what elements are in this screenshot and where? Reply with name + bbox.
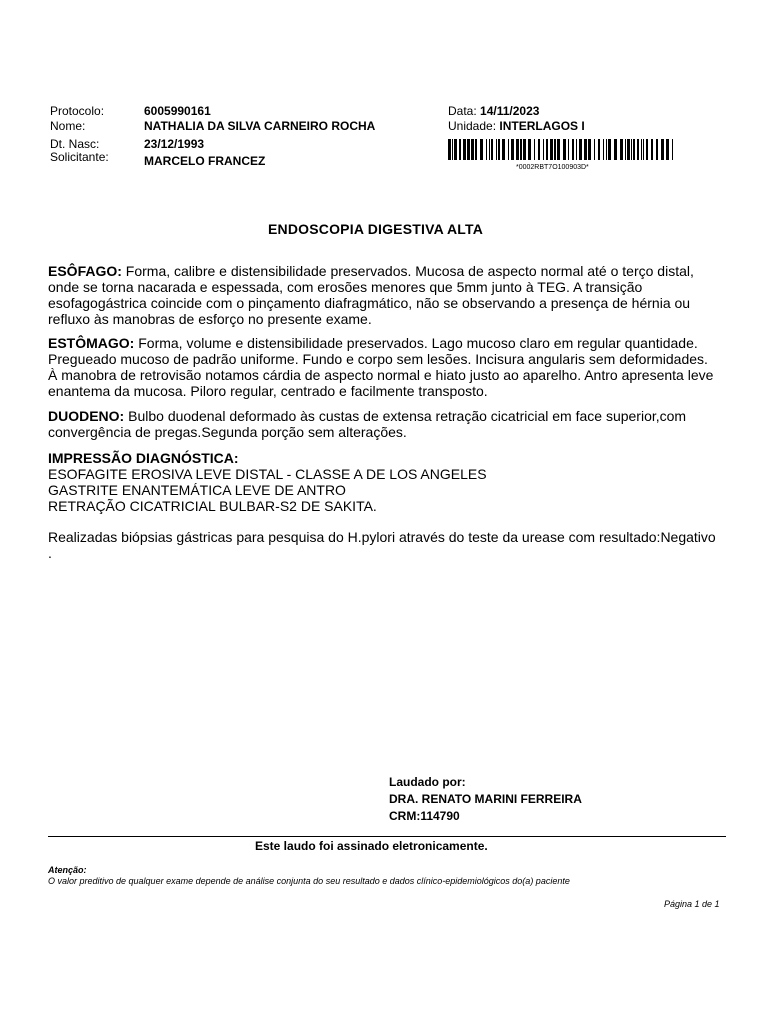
esofago-section bbox=[48, 263, 738, 327]
barcode-bar bbox=[467, 139, 470, 160]
barcode-bar bbox=[568, 139, 569, 160]
solicitante-label: Solicitante: bbox=[50, 150, 109, 164]
duodeno-section bbox=[48, 408, 738, 440]
impressao-line-3: RETRAÇÃO CICATRICIAL BULBAR-S2 DE SAKITA. bbox=[48, 498, 377, 514]
unidade-value: INTERLAGOS I bbox=[499, 119, 585, 133]
atencao-label: Atenção: bbox=[48, 865, 87, 875]
barcode-bar bbox=[516, 139, 519, 160]
biopsia-line-1: Realizadas biópsias gástricas para pesquisa do H.pylori através do teste da urease com resultado:Negativo bbox=[48, 529, 716, 545]
biopsia-section bbox=[48, 529, 748, 561]
barcode-bar bbox=[656, 139, 658, 160]
nasc-value: 23/12/1993 bbox=[144, 137, 205, 151]
barcode bbox=[448, 139, 674, 160]
esofago-line-3: esofagogástrica coincide com o pinçamento diafragmático, não se observando a presença de hérnia ou bbox=[48, 295, 691, 311]
barcode-bar bbox=[620, 139, 623, 160]
crm-number: CRM:114790 bbox=[389, 809, 460, 823]
barcode-bar bbox=[498, 139, 500, 160]
estomago-line-1: ESTÔMAGO: Forma, volume e distensibilidade preservados. Lago mucoso claro em regular quantidade. bbox=[48, 335, 698, 351]
impressao-line-2: GASTRITE ENANTEMÁTICA LEVE DE ANTRO bbox=[48, 482, 346, 498]
barcode-bar bbox=[584, 139, 587, 160]
barcode-bar bbox=[672, 139, 673, 160]
nome-label: Nome: bbox=[50, 119, 86, 133]
barcode-bar bbox=[550, 139, 553, 160]
barcode-bar bbox=[454, 139, 457, 160]
estomago-line-2: Pregueado mucoso de padrão uniforme. Fundo e corpo sem lesões. Incisura angularis sem deformidades. bbox=[48, 351, 708, 367]
barcode-bar bbox=[614, 139, 617, 160]
duodeno-label: DUODENO: bbox=[48, 408, 125, 424]
barcode-bar bbox=[579, 139, 582, 160]
barcode-bar bbox=[471, 139, 474, 160]
barcode-bar bbox=[637, 139, 639, 160]
data-field bbox=[448, 104, 539, 118]
atencao-text: O valor preditivo de qualquer exame depende de análise conjunta do seu resultado e dados clínico-epidemiológicos do(a) paciente bbox=[48, 876, 570, 886]
laudado-label: Laudado por: bbox=[389, 775, 466, 789]
barcode-bar bbox=[643, 139, 644, 160]
barcode-caption: *0002RBT7O100903D* bbox=[516, 164, 589, 171]
biopsia-line-2: . bbox=[48, 545, 52, 561]
doctor-name: DRA. RENATO MARINI FERREIRA bbox=[389, 792, 582, 806]
barcode-bar bbox=[666, 139, 669, 160]
esofago-line-2: onde se torna nacarada e espessada, com erosões menores que 5mm junto à TEG. A transição bbox=[48, 279, 643, 295]
barcode-bar bbox=[546, 139, 548, 160]
barcode-bar bbox=[646, 139, 648, 160]
barcode-bar bbox=[572, 139, 574, 160]
barcode-bar bbox=[459, 139, 461, 160]
barcode-bar bbox=[641, 139, 642, 160]
barcode-bar bbox=[627, 139, 630, 160]
barcode-bar bbox=[606, 139, 607, 160]
esofago-line-4: refluxo às manobras de esforço no presente exame. bbox=[48, 311, 372, 327]
barcode-bar bbox=[520, 139, 522, 160]
signed-note: Este laudo foi assinado eletronicamente. bbox=[255, 839, 488, 853]
estomago-section bbox=[48, 335, 738, 399]
barcode-bar bbox=[661, 139, 664, 160]
impressao-line-1: ESOFAGITE EROSIVA LEVE DISTAL - CLASSE A DE LOS ANGELES bbox=[48, 466, 487, 482]
barcode-bar bbox=[534, 139, 535, 160]
estomago-line-3: À manobra de retrovisão notamos cárdia de aspecto normal e hiato justo ao aparelho. Antro apresenta leve bbox=[48, 367, 714, 383]
barcode-bar bbox=[463, 139, 466, 160]
barcode-bar bbox=[528, 139, 531, 160]
barcode-bar bbox=[554, 139, 556, 160]
barcode-bar bbox=[480, 139, 483, 160]
esofago-label: ESÔFAGO: bbox=[48, 263, 122, 279]
barcode-bar bbox=[452, 139, 453, 160]
barcode-bar bbox=[631, 139, 632, 160]
impressao-section bbox=[48, 450, 738, 514]
barcode-bar bbox=[576, 139, 577, 160]
signature-block bbox=[389, 774, 582, 825]
duodeno-line-1: DUODENO: Bulbo duodenal deformado às custas de extensa retração cicatricial em face superior,com bbox=[48, 408, 687, 424]
barcode-bar bbox=[608, 139, 611, 160]
barcode-bar bbox=[588, 139, 591, 160]
duodeno-line-2: convergência de pregas.Segunda porção sem alterações. bbox=[48, 424, 407, 440]
estomago-label: ESTÔMAGO: bbox=[48, 335, 135, 351]
barcode-bar bbox=[496, 139, 497, 160]
protocolo-label: Protocolo: bbox=[50, 104, 105, 118]
protocolo-value: 6005990161 bbox=[144, 104, 211, 118]
page-number: Página 1 de 1 bbox=[664, 899, 720, 909]
barcode-bar bbox=[543, 139, 544, 160]
footer-divider bbox=[48, 836, 726, 837]
barcode-bar bbox=[486, 139, 487, 160]
unidade-label: Unidade: bbox=[448, 119, 497, 133]
data-value: 14/11/2023 bbox=[480, 104, 540, 118]
solicitante-value: MARCELO FRANCEZ bbox=[144, 154, 266, 168]
barcode-bar bbox=[489, 139, 490, 160]
unidade-field bbox=[448, 119, 585, 133]
barcode-bar bbox=[603, 139, 604, 160]
nome-value: NATHALIA DA SILVA CARNEIRO ROCHA bbox=[144, 119, 376, 133]
barcode-bar bbox=[475, 139, 477, 160]
barcode-bar bbox=[563, 139, 566, 160]
barcode-bar bbox=[538, 139, 540, 160]
nasc-label: Dt. Nasc: bbox=[50, 137, 100, 151]
barcode-bar bbox=[633, 139, 635, 160]
barcode-bar bbox=[448, 139, 451, 160]
report-title: ENDOSCOPIA DIGESTIVA ALTA bbox=[268, 221, 484, 237]
barcode-bar bbox=[508, 139, 509, 160]
barcode-bar bbox=[491, 139, 493, 160]
barcode-bar bbox=[523, 139, 526, 160]
barcode-bar bbox=[594, 139, 595, 160]
barcode-bar bbox=[511, 139, 514, 160]
barcode-bar bbox=[625, 139, 626, 160]
barcode-bar bbox=[502, 139, 505, 160]
barcode-bar bbox=[598, 139, 600, 160]
data-label: Data: bbox=[448, 104, 477, 118]
impressao-label: IMPRESSÃO DIAGNÓSTICA: bbox=[48, 450, 239, 466]
esofago-line-1: ESÔFAGO: Forma, calibre e distensibilidade preservados. Mucosa de aspecto normal até o terço distal, bbox=[48, 263, 694, 279]
barcode-bar bbox=[557, 139, 560, 160]
estomago-line-4: enantema da mucosa. Piloro regular, centrado e facilmente transposto. bbox=[48, 383, 488, 399]
barcode-bar bbox=[651, 139, 653, 160]
